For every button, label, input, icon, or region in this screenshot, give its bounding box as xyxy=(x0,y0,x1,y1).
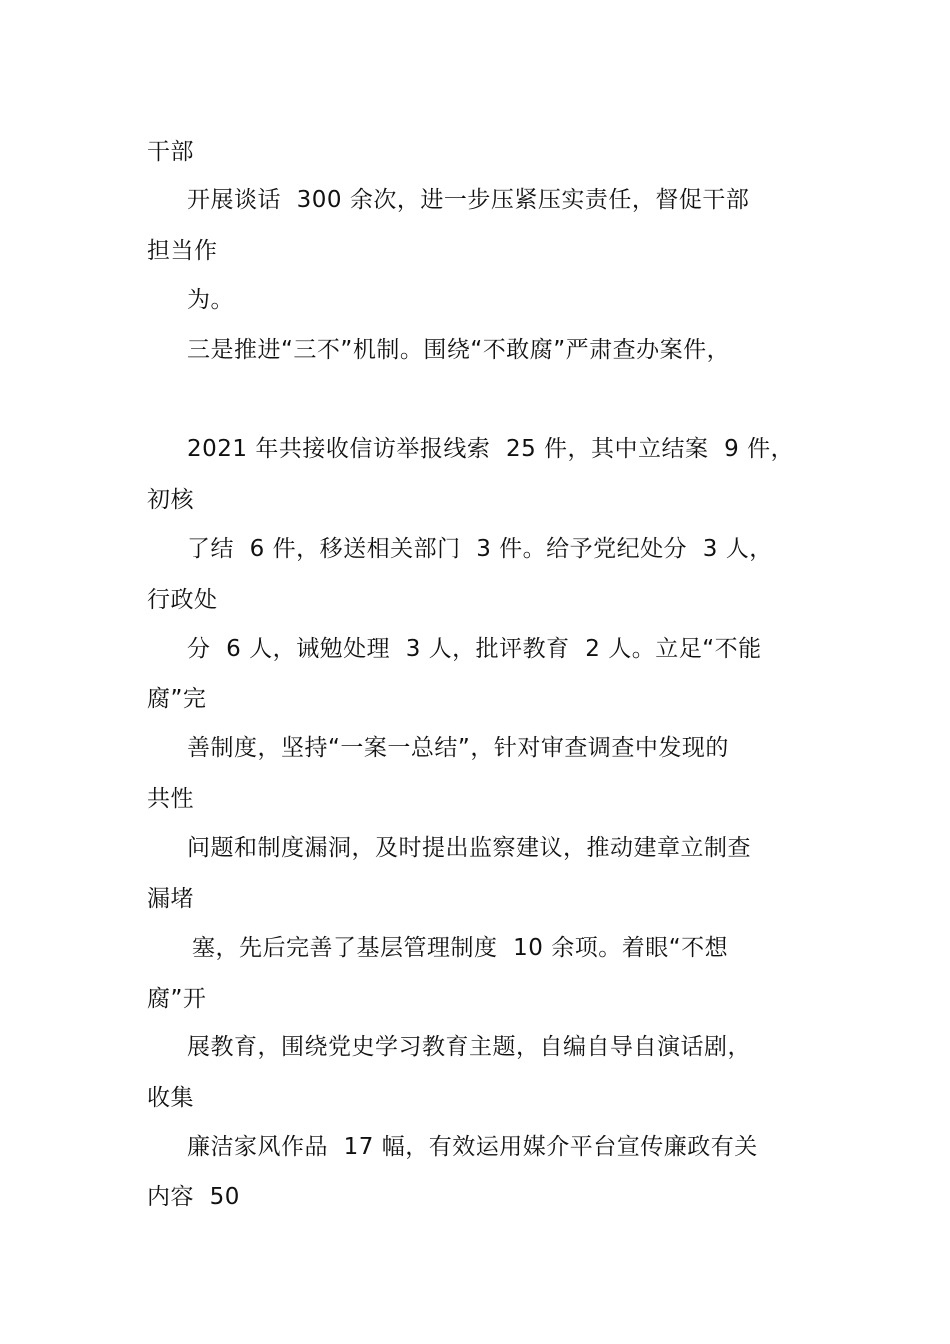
text-line: 分 6 人，诫勉处理 3 人，批评教育 2 人。立足“不能 xyxy=(187,636,762,662)
text-line: 开展谈话 300 余次，进一步压紧压实责任，督促干部 xyxy=(187,187,750,213)
text-line: 三是推进“三不”机制。围绕“不敢腐”严肃查办案件， xyxy=(187,337,731,363)
text-line: 廉洁家风作品 17 幅，有效运用媒介平台宣传廉政有关 xyxy=(187,1134,758,1160)
text-line: 漏堵 xyxy=(147,886,194,912)
text-line: 问题和制度漏洞，及时提出监察建议，推动建章立制查 xyxy=(187,835,751,861)
text-line: 腐”开 xyxy=(147,986,207,1012)
text-line: 内容 50 xyxy=(147,1184,240,1210)
text-line: 了结 6 件，移送相关部门 3 件。给予党纪处分 3 人， xyxy=(187,536,773,562)
text-line: 善制度，坚持“一案一总结”，针对审查调查中发现的 xyxy=(187,735,729,761)
text-line: 担当作 xyxy=(147,238,218,264)
text-line: 为。 xyxy=(187,287,234,313)
text-line: 展教育，围绕党史学习教育主题，自编自导自演话剧， xyxy=(187,1034,751,1060)
text-line: 腐”完 xyxy=(147,686,207,712)
text-line: 行政处 xyxy=(147,587,218,613)
text-line: 干部 xyxy=(147,139,194,165)
text-line: 收集 xyxy=(147,1085,194,1111)
text-line: 塞，先后完善了基层管理制度 10 余项。着眼“不想 xyxy=(192,935,729,961)
text-line: 共性 xyxy=(147,786,194,812)
text-line: 初核 xyxy=(147,487,194,513)
text-line: 2021 年共接收信访举报线索 25 件，其中立结案 9 件， xyxy=(187,436,795,462)
